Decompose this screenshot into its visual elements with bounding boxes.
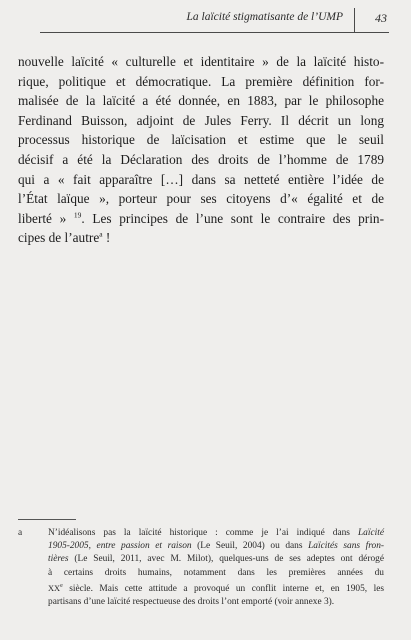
text-fragment: cipes de l’autre xyxy=(18,230,100,246)
book-title: 1905-2005, entre passion et raison xyxy=(48,541,192,552)
text-line: processus historique de laïcisation et estime que le seuil xyxy=(18,132,384,148)
text-line: décisif a été la Déclaration des droits de l’homme de 1789 xyxy=(18,151,384,167)
footnote-line xyxy=(48,580,384,596)
text-line: rique, politique et démocratique. La première définition for- xyxy=(18,73,384,89)
text-line: qui a « fait apparaître […] dans sa netteté entière l’idée de xyxy=(18,171,384,187)
book-title: tières xyxy=(48,554,69,565)
footnote-line: partisans d’une laïcité respectueuse des droits l’ont emporté (voir annexe 3). xyxy=(48,597,335,608)
running-title: La laïcité stigmatisante de l’UMP xyxy=(186,11,343,23)
text-fragment: (Le Seuil, 2011, avec M. Milot), quelques-uns de ses adeptes ont dérogé xyxy=(68,554,384,565)
text-line xyxy=(18,228,384,248)
note-reference[interactable]: 19 xyxy=(73,210,82,220)
footnote-line xyxy=(48,540,384,553)
text-line: nouvelle laïcité « culturelle et identitaire » de la laïcité histo- xyxy=(18,54,384,69)
text-fragment: N’idéalisons pas la laïcité historique : comme je l’ai indiqué dans xyxy=(48,528,358,538)
text-fragment: siècle. Mais cette attitude a provoqué un conflit interne et, en 1905, les xyxy=(62,583,384,594)
century-numeral: XX xyxy=(48,583,61,593)
body-paragraph xyxy=(18,52,384,248)
footnote-marker: a xyxy=(18,528,23,538)
footnote-body xyxy=(48,527,384,609)
text-line xyxy=(18,209,384,229)
book-title: Laïcité xyxy=(357,528,384,538)
footnote-line xyxy=(48,527,384,540)
text-line: malisée de la laïcité a été donnée, en 1883, par le philosophe xyxy=(18,93,384,109)
book-title: Laïcités sans fron- xyxy=(308,541,385,552)
footnote-line xyxy=(48,553,384,566)
page-number: 43 xyxy=(375,11,387,25)
text-fragment: (Le Seuil, 2004) ou dans xyxy=(191,541,309,552)
header-separator xyxy=(354,8,355,32)
text-line: l’État laïque », porteur pour ses citoyens d’« égalité et de xyxy=(18,191,384,207)
footnote-rule xyxy=(18,519,76,520)
text-line: Ferdinand Buisson, adjoint de Jules Ferry. Il décrit un long xyxy=(18,112,384,128)
footnote-line: à certains droits humains, notamment dans les premières années du xyxy=(48,567,384,578)
note-reference[interactable]: a xyxy=(99,229,103,239)
text-fragment: liberté » xyxy=(18,210,74,226)
text-fragment: . Les principes de l’une sont le contraire des prin- xyxy=(81,210,384,226)
running-header xyxy=(40,8,389,33)
ordinal-suffix: e xyxy=(60,582,63,589)
text-fragment: ! xyxy=(102,230,111,246)
